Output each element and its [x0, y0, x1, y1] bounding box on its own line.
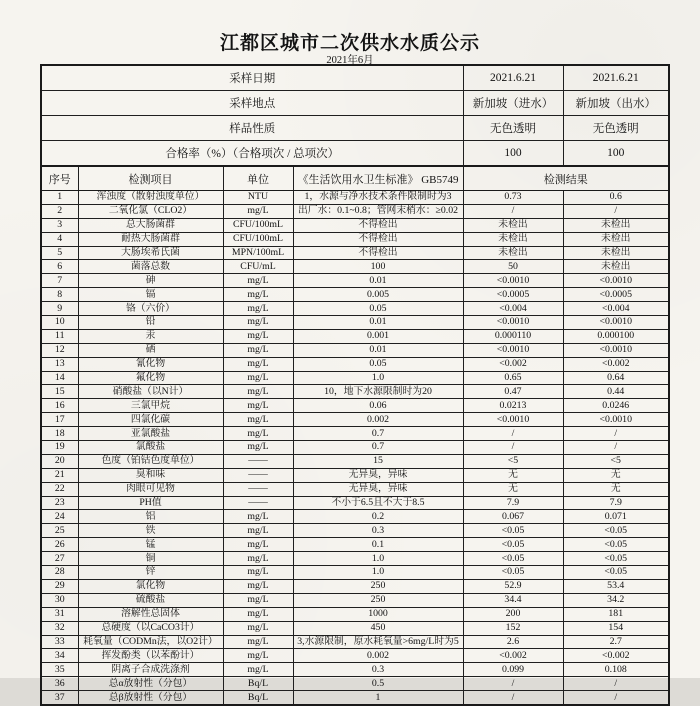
- cell-item: 总β放射性（分包）: [78, 691, 223, 705]
- cell-seq: 3: [41, 218, 78, 232]
- table-row: [41, 677, 669, 691]
- cell-unit: mg/L: [223, 371, 293, 385]
- cell-result-inlet: 无: [463, 468, 563, 482]
- cell-seq: 6: [41, 260, 78, 274]
- cell-result-inlet: <0.0010: [463, 316, 563, 330]
- info-value-outlet: 无色透明: [563, 116, 669, 141]
- cell-unit: mg/L: [223, 663, 293, 677]
- cell-result-outlet: <0.0010: [563, 274, 669, 288]
- cell-unit: ——: [223, 454, 293, 468]
- cell-seq: 14: [41, 371, 78, 385]
- cell-unit: mg/L: [223, 357, 293, 371]
- cell-standard: 0.001: [293, 329, 463, 343]
- cell-result-outlet: <0.05: [563, 538, 669, 552]
- cell-item: 耗氧量（CODMn法，以O2计）: [78, 635, 223, 649]
- cell-result-outlet: 0.44: [563, 385, 669, 399]
- info-value-inlet: 100: [463, 141, 563, 167]
- info-value-inlet: 新加坡（进水）: [463, 91, 563, 116]
- cell-item: 镉: [78, 288, 223, 302]
- cell-unit: mg/L: [223, 552, 293, 566]
- cell-seq: 28: [41, 566, 78, 580]
- cell-standard: 15: [293, 454, 463, 468]
- cell-standard: 100: [293, 260, 463, 274]
- table-row: [41, 204, 669, 218]
- cell-result-outlet: <0.0010: [563, 343, 669, 357]
- cell-seq: 12: [41, 343, 78, 357]
- cell-result-inlet: 0.73: [463, 191, 563, 205]
- cell-standard: 0.06: [293, 399, 463, 413]
- cell-result-inlet: <0.0010: [463, 343, 563, 357]
- cell-unit: mg/L: [223, 593, 293, 607]
- cell-seq: 9: [41, 302, 78, 316]
- cell-unit: mg/L: [223, 427, 293, 441]
- table-row: [41, 274, 669, 288]
- cell-standard: 450: [293, 621, 463, 635]
- cell-standard: 0.3: [293, 524, 463, 538]
- cell-result-outlet: 0.64: [563, 371, 669, 385]
- cell-unit: mg/L: [223, 635, 293, 649]
- cell-result-inlet: 未检出: [463, 218, 563, 232]
- cell-standard: 0.01: [293, 316, 463, 330]
- cell-unit: mg/L: [223, 566, 293, 580]
- cell-result-outlet: /: [563, 691, 669, 705]
- cell-result-outlet: 未检出: [563, 246, 669, 260]
- cell-seq: 20: [41, 454, 78, 468]
- cell-result-outlet: 181: [563, 607, 669, 621]
- cell-seq: 2: [41, 204, 78, 218]
- cell-item: 锌: [78, 566, 223, 580]
- cell-item: 四氯化碳: [78, 413, 223, 427]
- table-row: [41, 538, 669, 552]
- cell-standard: 0.01: [293, 343, 463, 357]
- info-label: 采样地点: [41, 91, 463, 116]
- cell-unit: Bq/L: [223, 691, 293, 705]
- cell-standard: 0.1: [293, 538, 463, 552]
- cell-result-outlet: <5: [563, 454, 669, 468]
- cell-result-outlet: 34.2: [563, 593, 669, 607]
- cell-item: PH值: [78, 496, 223, 510]
- table-row: [41, 399, 669, 413]
- cell-unit: ——: [223, 482, 293, 496]
- cell-standard: 1，水源与净水技术条件限制时为3: [293, 191, 463, 205]
- table-row: [41, 302, 669, 316]
- cell-result-outlet: 154: [563, 621, 669, 635]
- cell-standard: 0.005: [293, 288, 463, 302]
- cell-seq: 7: [41, 274, 78, 288]
- info-row: [41, 65, 669, 91]
- cell-item: 二氧化氯（CLO2）: [78, 204, 223, 218]
- cell-result-inlet: <0.05: [463, 566, 563, 580]
- table-row: [41, 607, 669, 621]
- cell-unit: mg/L: [223, 329, 293, 343]
- cell-result-inlet: 2.6: [463, 635, 563, 649]
- cell-seq: 10: [41, 316, 78, 330]
- cell-result-outlet: 无: [563, 468, 669, 482]
- cell-result-outlet: <0.0010: [563, 413, 669, 427]
- cell-result-inlet: 0.0213: [463, 399, 563, 413]
- cell-result-inlet: <0.0005: [463, 288, 563, 302]
- cell-unit: mg/L: [223, 385, 293, 399]
- cell-item: 氯酸盐: [78, 441, 223, 455]
- cell-result-inlet: 0.067: [463, 510, 563, 524]
- cell-result-outlet: /: [563, 427, 669, 441]
- cell-result-outlet: 未检出: [563, 260, 669, 274]
- table-row: [41, 260, 669, 274]
- cell-result-inlet: 0.47: [463, 385, 563, 399]
- table-row: [41, 579, 669, 593]
- cell-standard: 1.0: [293, 552, 463, 566]
- cell-item: 色度（铂钴色度单位）: [78, 454, 223, 468]
- cell-seq: 30: [41, 593, 78, 607]
- cell-result-outlet: <0.05: [563, 552, 669, 566]
- cell-standard: 不小于6.5且不大于8.5: [293, 496, 463, 510]
- page-title: 江都区城市二次供水水质公示: [219, 33, 480, 54]
- cell-result-outlet: /: [563, 204, 669, 218]
- cell-result-inlet: /: [463, 427, 563, 441]
- info-row: [41, 116, 669, 141]
- cell-result-outlet: 7.9: [563, 496, 669, 510]
- table-row: [41, 343, 669, 357]
- cell-seq: 34: [41, 649, 78, 663]
- cell-standard: 0.7: [293, 427, 463, 441]
- cell-seq: 37: [41, 691, 78, 705]
- cell-item: 硒: [78, 343, 223, 357]
- table-row: [41, 427, 669, 441]
- cell-unit: mg/L: [223, 288, 293, 302]
- cell-item: 耐热大肠菌群: [78, 232, 223, 246]
- cell-item: 氟化物: [78, 371, 223, 385]
- cell-seq: 18: [41, 427, 78, 441]
- cell-result-outlet: /: [563, 441, 669, 455]
- cell-result-outlet: 0.000100: [563, 329, 669, 343]
- cell-seq: 35: [41, 663, 78, 677]
- cell-unit: mg/L: [223, 274, 293, 288]
- cell-result-inlet: <5: [463, 454, 563, 468]
- cell-item: 臭和味: [78, 468, 223, 482]
- info-section: [41, 65, 669, 166]
- cell-result-outlet: <0.002: [563, 649, 669, 663]
- cell-result-inlet: <0.05: [463, 552, 563, 566]
- cell-seq: 16: [41, 399, 78, 413]
- cell-unit: CFU/mL: [223, 260, 293, 274]
- cell-result-outlet: 0.071: [563, 510, 669, 524]
- cell-seq: 13: [41, 357, 78, 371]
- cell-result-inlet: /: [463, 204, 563, 218]
- cell-result-outlet: 无: [563, 482, 669, 496]
- cell-item: 亚氯酸盐: [78, 427, 223, 441]
- cell-result-outlet: <0.0005: [563, 288, 669, 302]
- cell-standard: 0.2: [293, 510, 463, 524]
- table-row: [41, 468, 669, 482]
- cell-result-outlet: <0.05: [563, 524, 669, 538]
- cell-result-inlet: 50: [463, 260, 563, 274]
- data-section: [41, 191, 669, 705]
- cell-unit: mg/L: [223, 621, 293, 635]
- table-row: [41, 371, 669, 385]
- cell-item: 汞: [78, 329, 223, 343]
- cell-unit: mg/L: [223, 579, 293, 593]
- cell-result-outlet: 0.108: [563, 663, 669, 677]
- cell-result-inlet: <0.0010: [463, 413, 563, 427]
- cell-standard: 不得检出: [293, 246, 463, 260]
- cell-item: 总α放射性（分包）: [78, 677, 223, 691]
- cell-result-inlet: <0.002: [463, 357, 563, 371]
- cell-unit: mg/L: [223, 302, 293, 316]
- cell-seq: 33: [41, 635, 78, 649]
- cell-standard: 1000: [293, 607, 463, 621]
- cell-result-inlet: 未检出: [463, 232, 563, 246]
- cell-seq: 26: [41, 538, 78, 552]
- cell-item: 硫酸盐: [78, 593, 223, 607]
- table-row: [41, 649, 669, 663]
- cell-unit: mg/L: [223, 607, 293, 621]
- cell-standard: 不得检出: [293, 232, 463, 246]
- cell-standard: 0.05: [293, 302, 463, 316]
- cell-result-inlet: 152: [463, 621, 563, 635]
- cell-seq: 4: [41, 232, 78, 246]
- page-subtitle: 2021年6月: [326, 55, 374, 66]
- cell-item: 肉眼可见物: [78, 482, 223, 496]
- cell-standard: 0.7: [293, 441, 463, 455]
- cell-seq: 15: [41, 385, 78, 399]
- cell-standard: 0.01: [293, 274, 463, 288]
- cell-result-outlet: 2.7: [563, 635, 669, 649]
- cell-result-outlet: /: [563, 677, 669, 691]
- cell-unit: CFU/100mL: [223, 232, 293, 246]
- cell-result-inlet: <0.05: [463, 524, 563, 538]
- cell-result-inlet: <0.05: [463, 538, 563, 552]
- cell-standard: 3,水源限制，原水耗氧量>6mg/L时为5: [293, 635, 463, 649]
- cell-unit: mg/L: [223, 399, 293, 413]
- table-row: [41, 218, 669, 232]
- cell-item: 硝酸盐（以N计）: [78, 385, 223, 399]
- cell-unit: NTU: [223, 191, 293, 205]
- cell-result-outlet: <0.002: [563, 357, 669, 371]
- info-label: 合格率（%）（合格项次 / 总项次）: [41, 141, 463, 167]
- table-row: [41, 482, 669, 496]
- table-row: [41, 621, 669, 635]
- cell-seq: 24: [41, 510, 78, 524]
- cell-standard: 0.002: [293, 649, 463, 663]
- cell-seq: 5: [41, 246, 78, 260]
- cell-item: 三氯甲烷: [78, 399, 223, 413]
- cell-result-inlet: 无: [463, 482, 563, 496]
- cell-standard: 0.3: [293, 663, 463, 677]
- cell-seq: 8: [41, 288, 78, 302]
- table-row: [41, 316, 669, 330]
- cell-standard: 250: [293, 593, 463, 607]
- cell-result-outlet: 0.6: [563, 191, 669, 205]
- col-header-result: 检测结果: [463, 166, 669, 191]
- cell-item: 总大肠菌群: [78, 218, 223, 232]
- cell-item: 溶解性总固体: [78, 607, 223, 621]
- table-row: [41, 413, 669, 427]
- cell-result-inlet: <0.0010: [463, 274, 563, 288]
- cell-standard: 250: [293, 579, 463, 593]
- cell-standard: 10，地下水源限制时为20: [293, 385, 463, 399]
- table-row: [41, 454, 669, 468]
- table-row: [41, 691, 669, 705]
- cell-standard: 无异臭，异味: [293, 468, 463, 482]
- cell-standard: 0.05: [293, 357, 463, 371]
- cell-seq: 23: [41, 496, 78, 510]
- cell-result-outlet: <0.0010: [563, 316, 669, 330]
- info-row: [41, 141, 669, 167]
- cell-result-inlet: 200: [463, 607, 563, 621]
- cell-result-inlet: 未检出: [463, 246, 563, 260]
- cell-result-inlet: 7.9: [463, 496, 563, 510]
- cell-standard: 0.5: [293, 677, 463, 691]
- cell-item: 氰化物: [78, 357, 223, 371]
- cell-result-inlet: /: [463, 677, 563, 691]
- cell-unit: mg/L: [223, 316, 293, 330]
- cell-seq: 32: [41, 621, 78, 635]
- cell-result-inlet: <0.004: [463, 302, 563, 316]
- cell-item: 铅: [78, 316, 223, 330]
- cell-item: 浑浊度（散射浊度单位）: [78, 191, 223, 205]
- cell-seq: 21: [41, 468, 78, 482]
- cell-item: 总硬度（以CaCO3计）: [78, 621, 223, 635]
- cell-seq: 25: [41, 524, 78, 538]
- table-row: [41, 635, 669, 649]
- cell-seq: 1: [41, 191, 78, 205]
- cell-unit: ——: [223, 496, 293, 510]
- table-row: [41, 510, 669, 524]
- cell-item: 锰: [78, 538, 223, 552]
- cell-standard: 0.002: [293, 413, 463, 427]
- cell-standard: 不得检出: [293, 218, 463, 232]
- cell-item: 大肠埃希氏菌: [78, 246, 223, 260]
- table-row: [41, 566, 669, 580]
- info-row: [41, 91, 669, 116]
- cell-result-inlet: /: [463, 441, 563, 455]
- info-value-outlet: 100: [563, 141, 669, 167]
- info-value-inlet: 2021.6.21: [463, 65, 563, 91]
- info-value-inlet: 无色透明: [463, 116, 563, 141]
- cell-result-outlet: <0.05: [563, 566, 669, 580]
- cell-item: 铁: [78, 524, 223, 538]
- cell-item: 菌落总数: [78, 260, 223, 274]
- cell-item: 挥发酚类（以苯酚计）: [78, 649, 223, 663]
- cell-unit: mg/L: [223, 524, 293, 538]
- cell-standard: 无异臭，异味: [293, 482, 463, 496]
- info-label: 样品性质: [41, 116, 463, 141]
- cell-unit: Bq/L: [223, 677, 293, 691]
- cell-result-outlet: 53.4: [563, 579, 669, 593]
- cell-result-inlet: 52.9: [463, 579, 563, 593]
- cell-unit: ——: [223, 468, 293, 482]
- cell-item: 氯化物: [78, 579, 223, 593]
- table-row: [41, 593, 669, 607]
- cell-unit: mg/L: [223, 441, 293, 455]
- col-header-standard: 《生活饮用水卫生标准》 GB5749: [293, 166, 463, 191]
- cell-seq: 17: [41, 413, 78, 427]
- cell-seq: 11: [41, 329, 78, 343]
- table-row: [41, 357, 669, 371]
- table-row: [41, 232, 669, 246]
- cell-item: 铜: [78, 552, 223, 566]
- cell-result-outlet: 未检出: [563, 232, 669, 246]
- table-row: [41, 191, 669, 205]
- cell-standard: 1.0: [293, 566, 463, 580]
- cell-seq: 31: [41, 607, 78, 621]
- cell-standard: 1: [293, 691, 463, 705]
- cell-item: 砷: [78, 274, 223, 288]
- cell-result-inlet: <0.002: [463, 649, 563, 663]
- cell-result-outlet: <0.004: [563, 302, 669, 316]
- column-header-row: [41, 166, 669, 191]
- cell-seq: 36: [41, 677, 78, 691]
- cell-result-inlet: 0.099: [463, 663, 563, 677]
- cell-item: 阴离子合成洗涤剂: [78, 663, 223, 677]
- cell-unit: mg/L: [223, 510, 293, 524]
- info-label: 采样日期: [41, 65, 463, 91]
- cell-seq: 27: [41, 552, 78, 566]
- cell-unit: CFU/100mL: [223, 218, 293, 232]
- table-row: [41, 441, 669, 455]
- table-row: [41, 496, 669, 510]
- cell-standard: 1.0: [293, 371, 463, 385]
- table-row: [41, 524, 669, 538]
- col-header-unit: 单位: [223, 166, 293, 191]
- cell-unit: MPN/100mL: [223, 246, 293, 260]
- cell-unit: mg/L: [223, 649, 293, 663]
- cell-unit: mg/L: [223, 538, 293, 552]
- cell-unit: mg/L: [223, 204, 293, 218]
- cell-unit: mg/L: [223, 343, 293, 357]
- table-row: [41, 385, 669, 399]
- cell-result-inlet: 34.4: [463, 593, 563, 607]
- cell-seq: 19: [41, 441, 78, 455]
- cell-standard: 出厂水：0.1~0.8；管网末梢水：≥0.02: [293, 204, 463, 218]
- cell-result-inlet: 0.000110: [463, 329, 563, 343]
- table-row: [41, 329, 669, 343]
- table-row: [41, 663, 669, 677]
- cell-result-inlet: /: [463, 691, 563, 705]
- table-row: [41, 246, 669, 260]
- cell-seq: 29: [41, 579, 78, 593]
- cell-item: 铬（六价）: [78, 302, 223, 316]
- col-header-item: 检测项目: [78, 166, 223, 191]
- table-row: [41, 552, 669, 566]
- cell-result-outlet: 0.0246: [563, 399, 669, 413]
- col-header-seq: 序号: [41, 166, 78, 191]
- cell-result-inlet: 0.65: [463, 371, 563, 385]
- cell-seq: 22: [41, 482, 78, 496]
- water-quality-table: [40, 64, 670, 706]
- table-row: [41, 288, 669, 302]
- cell-item: 铝: [78, 510, 223, 524]
- cell-result-outlet: 未检出: [563, 218, 669, 232]
- info-value-outlet: 2021.6.21: [563, 65, 669, 91]
- info-value-outlet: 新加坡（出水）: [563, 91, 669, 116]
- cell-unit: mg/L: [223, 413, 293, 427]
